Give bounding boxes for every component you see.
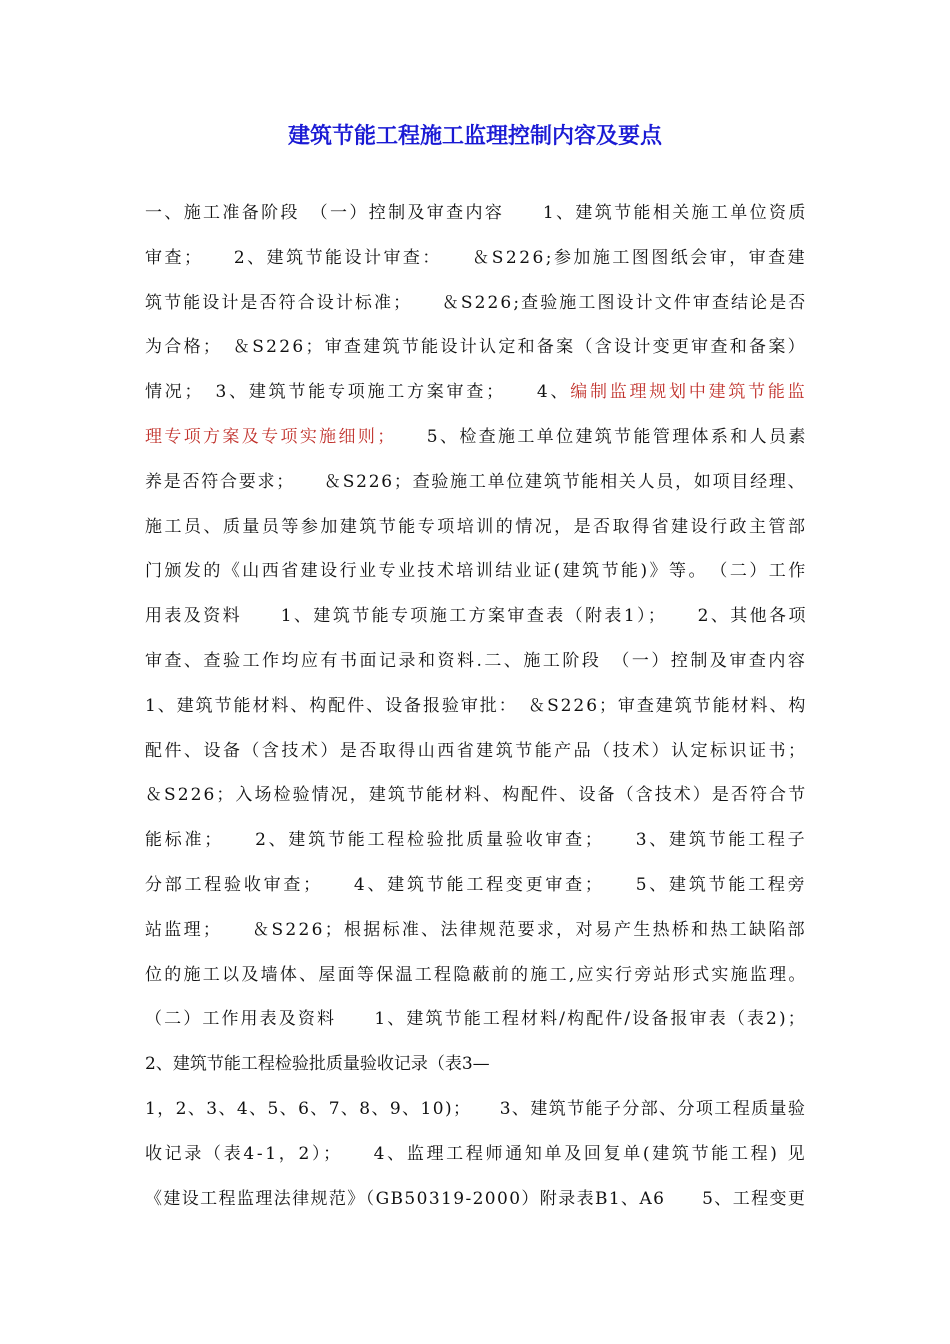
body-line xyxy=(145,288,807,318)
document-title: 建筑节能工程施工监理控制内容及要点 xyxy=(287,124,662,149)
body-line xyxy=(145,736,808,766)
body-line-text: 门颁发的《山西省建设行业专业技术培训结业证(建筑节能)》等。 （二）工作 xyxy=(145,561,808,582)
body-line-text: 一、施工准备阶段 （一）控制及审查内容 1、建筑节能相关施工单位资质 xyxy=(145,203,808,223)
body-line xyxy=(145,1049,490,1079)
body-line-text: 收记录（表4-1，2）； 4、监理工程师通知单及回复单(建筑节能工程) 见 xyxy=(145,1143,808,1164)
body-line xyxy=(145,422,808,452)
body-line-text: 养是否符合要求； ＆S226；查验施工单位建筑节能相关人员，如项目经理、 xyxy=(145,471,807,492)
body-line-text: 分部工程验收审查； 4、建筑节能工程变更审查； 5、建筑节能工程旁 xyxy=(145,875,808,895)
body-line-text: 《建设工程监理法律规范》（GB50319-2000）附录表B1、A6 5、工程变更 xyxy=(145,1188,807,1209)
body-line-text: 1、建筑节能材料、构配件、设备报验审批： ＆S226；审查建筑节能材料、构 xyxy=(145,695,808,716)
body-line-text: 1，2、3、4、5、6、7、8、9、10)； 3、建筑节能子分部、分项工程质量验 xyxy=(145,1099,807,1119)
body-line xyxy=(145,198,808,228)
body-line xyxy=(145,1004,807,1034)
body-line xyxy=(145,1139,807,1169)
body-line-text: 为合格； ＆S226；审查建筑节能设计认定和备案（含设计变更审查和备案） xyxy=(145,337,807,358)
body-line xyxy=(145,332,807,362)
body-line xyxy=(145,825,807,855)
body-line-text: 能标准； 2、建筑节能工程检验批质量验收审查； 3、建筑节能工程子 xyxy=(145,830,808,851)
body-line-text: 2、建筑节能工程检验批质量验收记录（表3— xyxy=(145,1054,490,1075)
body-line xyxy=(145,1184,806,1214)
body-line xyxy=(145,960,808,990)
body-line-text: 理专项方案及专项实施细则； xyxy=(145,427,389,447)
body-line xyxy=(145,780,807,810)
body-line xyxy=(145,646,807,676)
body-line-text: 站监理； ＆S226；根据标准、法律规范要求，对易产生热桥和热工缺陷部 xyxy=(145,919,807,940)
body-line-text: 筑节能设计是否符合设计标准； ＆S226;查验施工图设计文件审查结论是否 xyxy=(145,292,808,313)
body-line-text: 位的施工以及墙体、屋面等保温工程隐蔽前的施工,应实行旁站形式实施监理。 xyxy=(145,964,808,985)
body-line xyxy=(145,915,807,945)
body-line xyxy=(145,512,808,542)
body-line xyxy=(145,870,807,900)
body-line-text: 编制监理规划中建筑节能监 xyxy=(570,382,808,403)
body-line-text: 用表及资料 1、建筑节能专项施工方案审查表（附表1）； 2、其他各项 xyxy=(145,606,808,627)
body-line-text: 审查； 2、建筑节能设计审查： ＆S226;参加施工图图纸会审，审查建 xyxy=(145,247,808,268)
body-line xyxy=(145,243,807,273)
body-line xyxy=(145,377,807,407)
body-line-text: 审查、查验工作均应有书面记录和资料.二、施工阶段 （一）控制及审查内容 xyxy=(145,651,808,671)
body-line-text: （二）工作用表及资料 1、建筑节能工程材料/构配件/设备报审表（表2)； xyxy=(145,1009,807,1030)
body-line xyxy=(145,467,806,497)
body-line-text: 情况； 3、建筑节能专项施工方案审查； 4、 xyxy=(145,382,571,403)
body-line-text: 5、检查施工单位建筑节能管理体系和人员素 xyxy=(388,427,808,447)
body-line xyxy=(145,556,808,586)
body-line xyxy=(145,1094,806,1124)
body-line xyxy=(145,691,807,721)
body-line-text: ＆S226；入场检验情况，建筑节能材料、构配件、设备（含技术）是否符合节 xyxy=(145,785,808,806)
body-line xyxy=(145,601,808,631)
body-line-text: 施工员、质量员等参加建筑节能专项培训的情况，是否取得省建设行政主管部 xyxy=(145,516,808,537)
body-line-text: 配件、设备（含技术）是否取得山西省建筑节能产品（技术）认定标识证书； xyxy=(145,740,808,761)
